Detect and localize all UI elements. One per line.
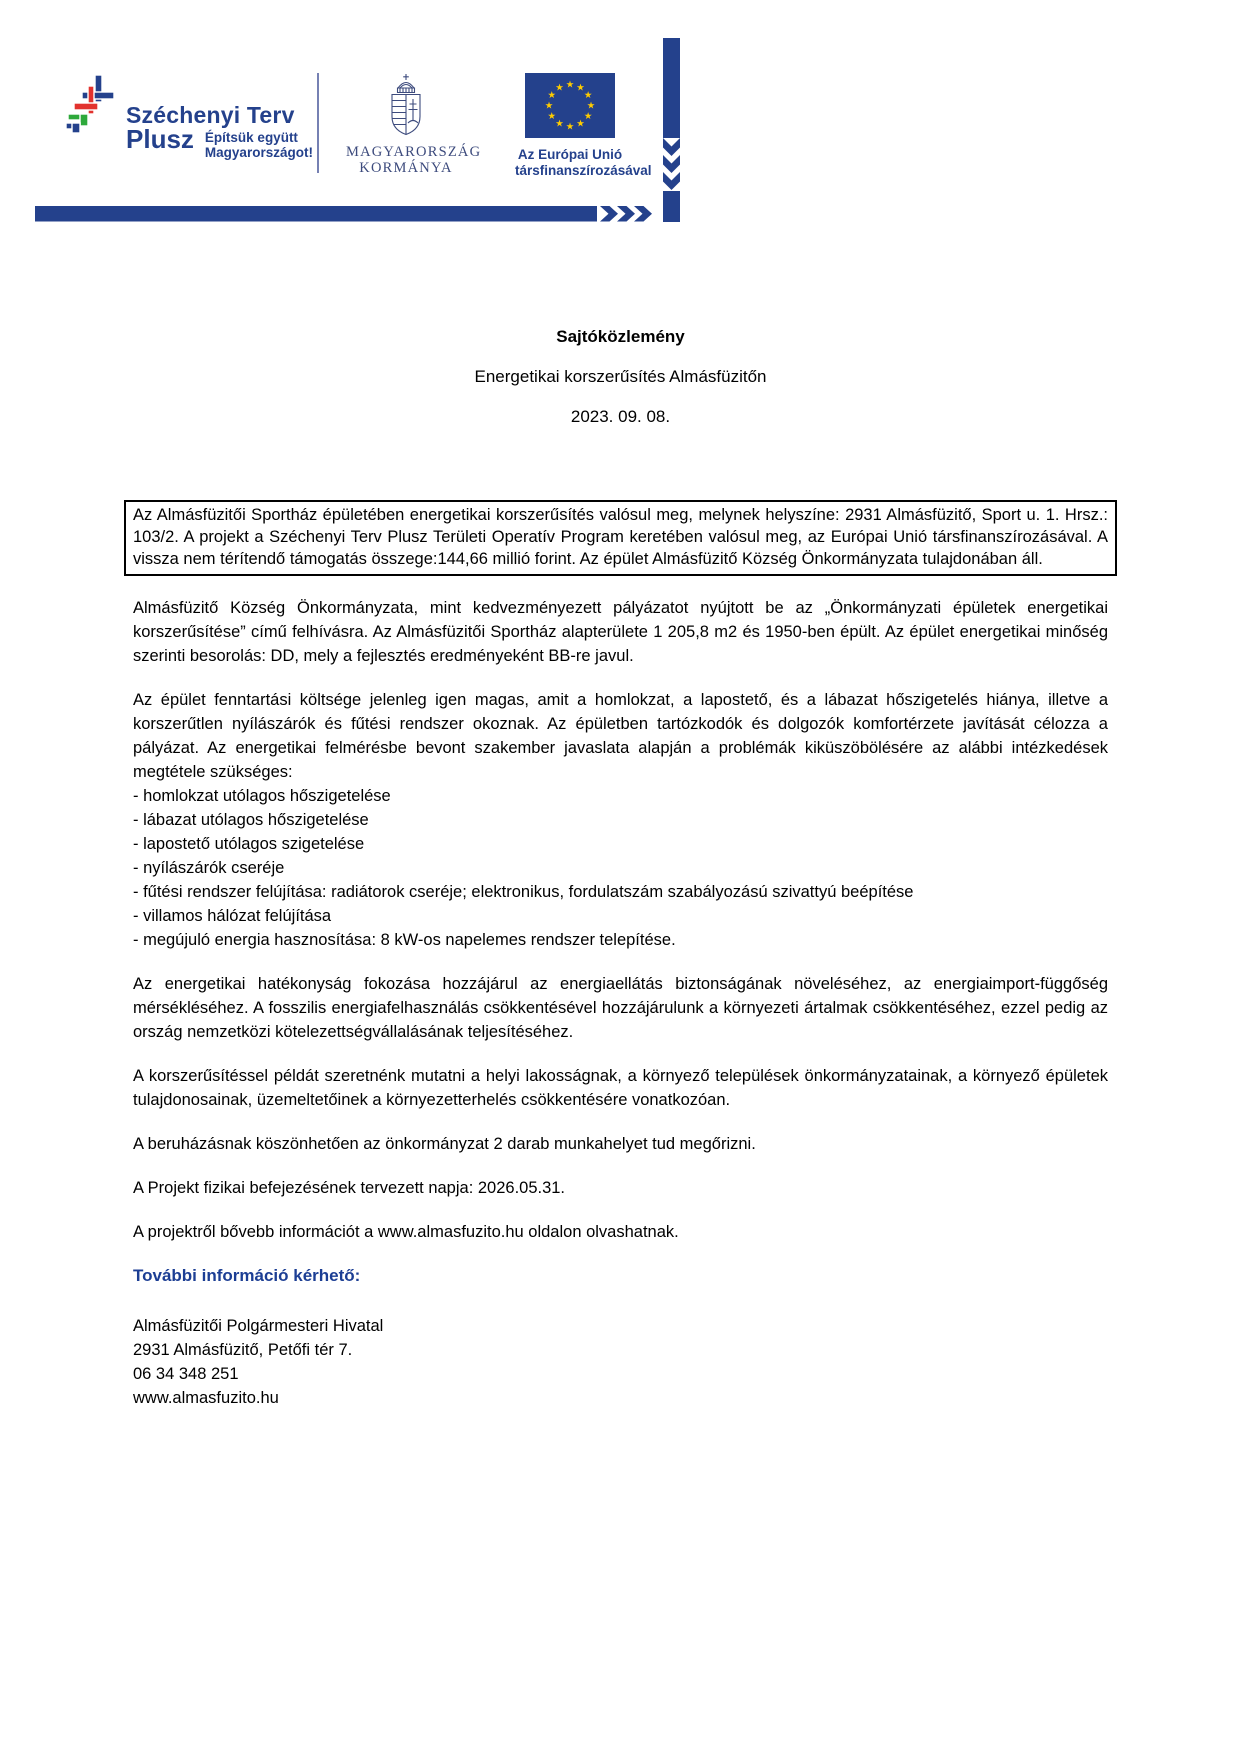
contact-website: www.almasfuzito.hu (133, 1389, 279, 1407)
paragraph-building-condition: Az épület fenntartási költsége jelenleg igen magas, amit a homlokzat, a lapostető, és a lábazat hőszigetelés hiánya, illetve a korszerűtlen nyílászárók és fűtési rendszer okoznak. Az épületben tartózkodók és dolgozók komfortérzete javítását célozza a pályázat. Az energetikai felmérésbe bevont szakember javaslata alapján a problémák kiküszöbölésére az alábbi intézkedések megtétele szükséges: (133, 691, 1108, 781)
list-item: - homlokzat utólagos hőszigetelése (133, 787, 391, 805)
svg-text:★: ★ (583, 111, 593, 122)
szechenyi-terv-plusz-logo (66, 73, 313, 160)
eu-logo-line1: Az Európai Unió (517, 147, 623, 162)
contact-org: Almásfüzitői Polgármesteri Hivatal (133, 1317, 384, 1335)
lead-summary-box: Az Almásfüzitői Sportház épületében energetikai korszerűsítés valósul meg, melynek helyszíne: 2931 Almásfüzitő, Sport u. 1. Hrsz.: 103/2. A projekt a Széchenyi Terv Plusz Területi Operatív Program keretében valósul meg, az Európai Unió társfinanszírozásával. A vissza nem térítendő támogatás összege:144,66 millió forint. Az épület Almásfüzitő Község Önkormányzata tulajdonában áll. (124, 500, 1117, 576)
contact-block (133, 1314, 1108, 1410)
paragraph-jobs: A beruházásnak köszönhetően az önkormányzat 2 darab munkahelyet tud megőrizni. (133, 1135, 756, 1153)
hungary-coat-of-arms-icon (388, 73, 424, 141)
gov-logo-line1: MAGYARORSZÁG (346, 144, 482, 160)
eu-cofunding-logo (495, 73, 652, 179)
paragraph-applicant: Almásfüzitő Község Önkormányzata, mint kedvezményezett pályázatot nyújtott be az „Önkormányzati épületek energetikai korszerűsítése” című felhívásra. Az Almásfüzitői Sportház alapterülete 1 205,8 m2 és 1950-ben épült. Az épület energetikai minőség szerinti besorolás: DD, mely a fejlesztés eredményeként BB-re javul. (133, 599, 1108, 665)
svg-text:★: ★ (555, 118, 564, 130)
document-body (133, 326, 1108, 1410)
svg-text:★: ★ (576, 118, 585, 130)
paragraph-more-info-website: A projektről bővebb információt a www.almasfuzito.hu oldalon olvashatnak. (133, 1223, 679, 1241)
szechenyi-logo-title: Széchenyi Terv (126, 102, 295, 128)
svg-text:★: ★ (547, 111, 557, 122)
measures-list (133, 784, 1108, 952)
document-date: 2023. 09. 08. (570, 407, 671, 426)
list-item: - nyílászárók cseréje (133, 859, 285, 877)
list-item: - lapostető utólagos szigetelése (133, 835, 365, 853)
szechenyi-logo-plusz: Plusz (126, 124, 194, 154)
svg-text:★: ★ (565, 79, 575, 91)
paragraph-example: A korszerűsítéssel példát szeretnénk mutatni a helyi lakosságnak, a környező települések önkormányzatainak, a környező épületek tulajdonosainak, üzemeltetőinek a környezetterhelés csökkentésére vonatkozóan. (133, 1067, 1108, 1109)
eu-logo-line2: társfinanszírozásával (515, 163, 652, 178)
szechenyi-logo-tagline (205, 127, 313, 160)
szechenyi-logo-text (126, 73, 313, 160)
hungarian-government-logo (346, 73, 482, 176)
list-item: - lábazat utólagos hőszigetelése (133, 811, 369, 829)
svg-text:★: ★ (576, 82, 585, 94)
contact-phone: 06 34 348 251 (133, 1365, 239, 1383)
page-subtitle: Energetikai korszerűsítés Almásfüzitőn (474, 367, 767, 386)
paragraph-energy-efficiency: Az energetikai hatékonyság fokozása hozzájárul az energiaellátás biztonságának növeléséhez, az energiaimport-függőség mérsékléséhez. A fosszilis energiafelhasználás csökkentésével hozzájárulunk a környezeti ártalmak csökkentéséhez, ezzel pedig az ország nemzetközi kötelezettségvállalásának teljesítéséhez. (133, 975, 1108, 1041)
svg-text:★: ★ (544, 100, 554, 112)
contact-address: 2931 Almásfüzitő, Petőfi tér 7. (133, 1341, 353, 1359)
list-item: - fűtési rendszer felújítása: radiátorok cseréje; elektronikus, fordulatszám szabályozású szivattyú beépítése (133, 883, 914, 901)
szechenyi-tagline-line1: Építsük együtt (204, 130, 298, 145)
svg-text:★: ★ (565, 121, 575, 133)
list-item: - villamos hálózat felújítása (133, 907, 332, 925)
list-item: - megújuló energia hasznosítása: 8 kW-os napelemes rendszer telepítése. (133, 931, 676, 949)
page-title: Sajtóközlemény (556, 327, 685, 346)
paragraph-completion-date: A Projekt fizikai befejezésének tervezett napja: 2026.05.31. (133, 1179, 566, 1197)
svg-text:★: ★ (547, 90, 557, 101)
szechenyi-plusz-mark-icon (66, 73, 116, 133)
gov-logo-line2: KORMÁNYA (359, 160, 453, 176)
svg-text:★: ★ (586, 100, 596, 112)
svg-text:★: ★ (583, 90, 593, 101)
szechenyi-tagline-line2: Magyarországot! (204, 145, 313, 160)
more-info-heading: További információ kérhető: (133, 1266, 361, 1285)
eu-flag-icon (525, 73, 615, 138)
logo-divider (317, 73, 319, 173)
svg-text:★: ★ (555, 82, 564, 94)
header-logos (0, 0, 1241, 230)
